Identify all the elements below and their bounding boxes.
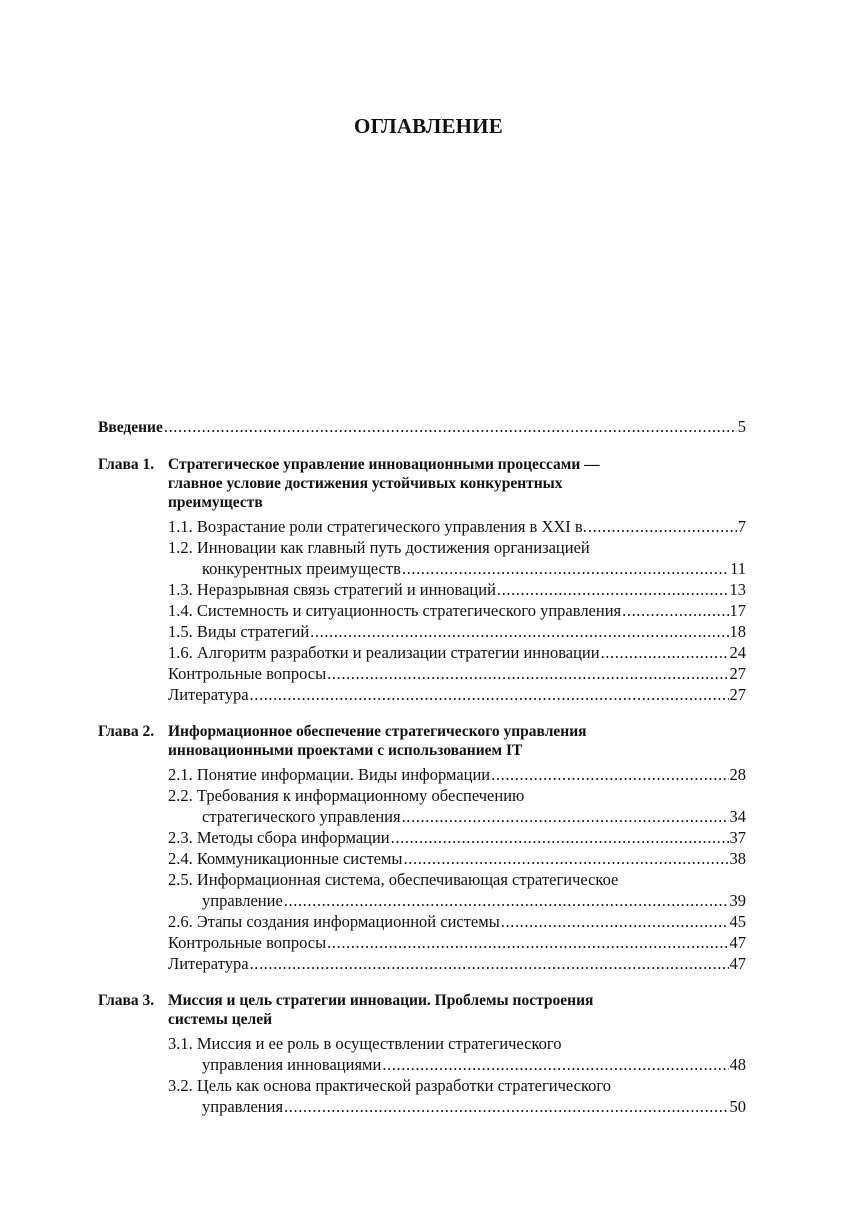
- chapter-number: Глава 3.: [98, 992, 155, 1009]
- toc-entry-page: 17: [729, 601, 746, 620]
- toc-entry-title: 1.3. Неразрывная связь стратегий и инноваций: [168, 580, 496, 599]
- toc-entry: [168, 621, 746, 642]
- toc-entry-line: [168, 1096, 746, 1117]
- toc-entry-title: 2.5. Информационная система, обеспечивающая стратегическое: [168, 870, 619, 889]
- chapter-2: [98, 722, 746, 974]
- toc-entry-title: 3.1. Миссия и ее роль в осуществлении стратегического: [168, 1034, 562, 1053]
- dot-leader: [402, 806, 729, 827]
- toc-entry-page: 28: [729, 765, 746, 784]
- toc-entry-title: управления: [202, 1097, 284, 1116]
- dot-leader: [250, 953, 729, 974]
- dot-leader: [327, 663, 728, 684]
- chapter-title: Миссия и цель стратегии инновации. Проблемы построения: [168, 992, 594, 1009]
- toc-entry-intro: [98, 416, 746, 438]
- toc-entry-line: [168, 953, 746, 974]
- toc-entry-title: Контрольные вопросы: [168, 664, 327, 683]
- toc-entry-page: 47: [729, 933, 746, 952]
- toc-entry-title: управления инновациями: [202, 1055, 382, 1074]
- toc-entry-title: Литература: [168, 954, 249, 973]
- dot-leader: [601, 642, 729, 663]
- dot-leader: [284, 890, 729, 911]
- toc-entry-page: 47: [729, 954, 746, 973]
- chapter-list: [98, 455, 746, 1117]
- dot-leader: [164, 416, 737, 437]
- dot-leader: [310, 621, 728, 642]
- toc-entry-line: [168, 558, 746, 579]
- chapter-heading-line: [98, 741, 746, 760]
- chapter-title: преимуществ: [168, 494, 263, 511]
- dot-leader: [501, 911, 729, 932]
- dot-leader: [327, 932, 728, 953]
- toc-entry-title: Контрольные вопросы: [168, 933, 327, 952]
- toc-entry-line: [168, 785, 746, 806]
- toc-entry-line: [168, 600, 746, 621]
- toc-entry-page: 5: [737, 417, 746, 436]
- toc-entry-line: [168, 890, 746, 911]
- toc-entry-line: [168, 848, 746, 869]
- toc-entry-line: [168, 764, 746, 785]
- dot-leader: [250, 684, 729, 705]
- dot-leader: [404, 848, 729, 869]
- chapter-heading-line: [98, 991, 746, 1010]
- toc-entry-line: [168, 663, 746, 684]
- toc-entry-line: [168, 932, 746, 953]
- toc-entry: [168, 785, 746, 827]
- chapter-number: Глава 1.: [98, 456, 155, 473]
- toc-entry: [168, 579, 746, 600]
- toc-entry: [168, 537, 746, 579]
- chapter-items: [98, 516, 746, 705]
- toc-entry-line: [168, 1054, 746, 1075]
- toc-entry-title: стратегического управления: [202, 807, 401, 826]
- toc-entry-line: [168, 684, 746, 705]
- dot-leader: [491, 764, 728, 785]
- chapter-title: системы целей: [168, 1011, 273, 1028]
- toc-entry-title: Литература: [168, 685, 249, 704]
- toc-entry-line: [168, 827, 746, 848]
- chapter-title: Стратегическое управление инновационными процессами —: [168, 456, 600, 473]
- chapter-1: [98, 455, 746, 705]
- toc-entry-title: 2.3. Методы сбора информации: [168, 828, 390, 847]
- dot-leader: [402, 558, 729, 579]
- toc-entry-line: [168, 642, 746, 663]
- chapter-title: Информационное обеспечение стратегического управления: [168, 723, 587, 740]
- toc-entry-page: 34: [729, 807, 746, 826]
- toc-entry: [168, 642, 746, 663]
- toc-entry-page: 37: [729, 828, 746, 847]
- toc-entry-page: 7: [737, 517, 746, 536]
- chapter-number: Глава 2.: [98, 723, 155, 740]
- toc-entry-title: 1.5. Виды стратегий: [168, 622, 310, 641]
- toc-entry: [168, 684, 746, 705]
- toc-entry: [168, 764, 746, 785]
- chapter-items: [98, 764, 746, 974]
- toc-entry: [168, 827, 746, 848]
- toc-entry-line: [168, 1075, 746, 1096]
- toc-entry-page: 50: [729, 1097, 746, 1116]
- toc-entry-title: 2.2. Требования к информационному обеспечению: [168, 786, 525, 805]
- toc-entry-line: [168, 806, 746, 827]
- toc-entry-line: [168, 869, 746, 890]
- chapter-items: [98, 1033, 746, 1117]
- toc-entry-title: 1.6. Алгоритм разработки и реализации стратегии инновации: [168, 643, 600, 662]
- toc-entry-page: 27: [729, 685, 746, 704]
- toc-entry-page: 13: [729, 580, 746, 599]
- toc-entry-title: 1.4. Системность и ситуационность стратегического управления: [168, 601, 622, 620]
- toc-entry-line: [168, 537, 746, 558]
- toc-entry-line: [168, 516, 746, 537]
- toc-entry-page: 45: [729, 912, 746, 931]
- toc-entry-title: 2.4. Коммуникационные системы: [168, 849, 403, 868]
- toc-entry-line: [168, 911, 746, 932]
- toc-entry: [168, 600, 746, 621]
- toc-entry-title: управление: [202, 891, 283, 910]
- chapter-heading-line: [98, 455, 746, 474]
- toc-entry-title: 3.2. Цель как основа практической разработки стратегического: [168, 1076, 611, 1095]
- toc-entry-title: 1.2. Инновации как главный путь достижения организацией: [168, 538, 590, 557]
- toc-entry: [168, 663, 746, 684]
- toc-entry-page: 27: [729, 664, 746, 683]
- chapter-title: инновационными проектами с использованием IT: [168, 742, 523, 759]
- toc-entry: [168, 1075, 746, 1117]
- dot-leader: [382, 1054, 728, 1075]
- toc-entry-page: 24: [729, 643, 746, 662]
- toc-entry-page: 38: [729, 849, 746, 868]
- toc-entry-title: 2.1. Понятие информации. Виды информации: [168, 765, 491, 784]
- toc-entry-title: 1.1. Возрастание роли стратегического управления в XXI в.: [168, 517, 587, 536]
- toc-entry-line: [168, 1033, 746, 1054]
- toc-entry: [168, 869, 746, 911]
- dot-leader: [588, 516, 737, 537]
- chapter-heading-line: [98, 493, 746, 512]
- toc-entry-page: 48: [729, 1055, 746, 1074]
- chapter-heading-line: [98, 722, 746, 741]
- toc-entry-page: 39: [729, 891, 746, 910]
- table-of-contents: [98, 416, 746, 1121]
- dot-leader: [391, 827, 729, 848]
- chapter-heading-line: [98, 1010, 746, 1029]
- toc-entry: [168, 932, 746, 953]
- toc-entry-line: [168, 621, 746, 642]
- toc-entry: [168, 953, 746, 974]
- dot-leader: [284, 1096, 728, 1117]
- toc-entry: [168, 911, 746, 932]
- toc-entry: [168, 1033, 746, 1075]
- toc-entry-title: конкурентных преимуществ: [202, 559, 401, 578]
- chapter-heading-line: [98, 474, 746, 493]
- dot-leader: [497, 579, 729, 600]
- toc-entry-title: Введение: [98, 419, 163, 436]
- dot-leader: [622, 600, 728, 621]
- toc-entry-page: 18: [729, 622, 746, 641]
- page-title: ОГЛАВЛЕНИЕ: [354, 114, 503, 138]
- chapter-3: [98, 991, 746, 1117]
- toc-entry-page: 11: [730, 559, 746, 578]
- toc-entry-title: 2.6. Этапы создания информационной системы: [168, 912, 500, 931]
- toc-entry: [168, 848, 746, 869]
- toc-entry: [168, 516, 746, 537]
- toc-entry-line: [168, 579, 746, 600]
- chapter-title: главное условие достижения устойчивых конкурентных: [168, 475, 563, 492]
